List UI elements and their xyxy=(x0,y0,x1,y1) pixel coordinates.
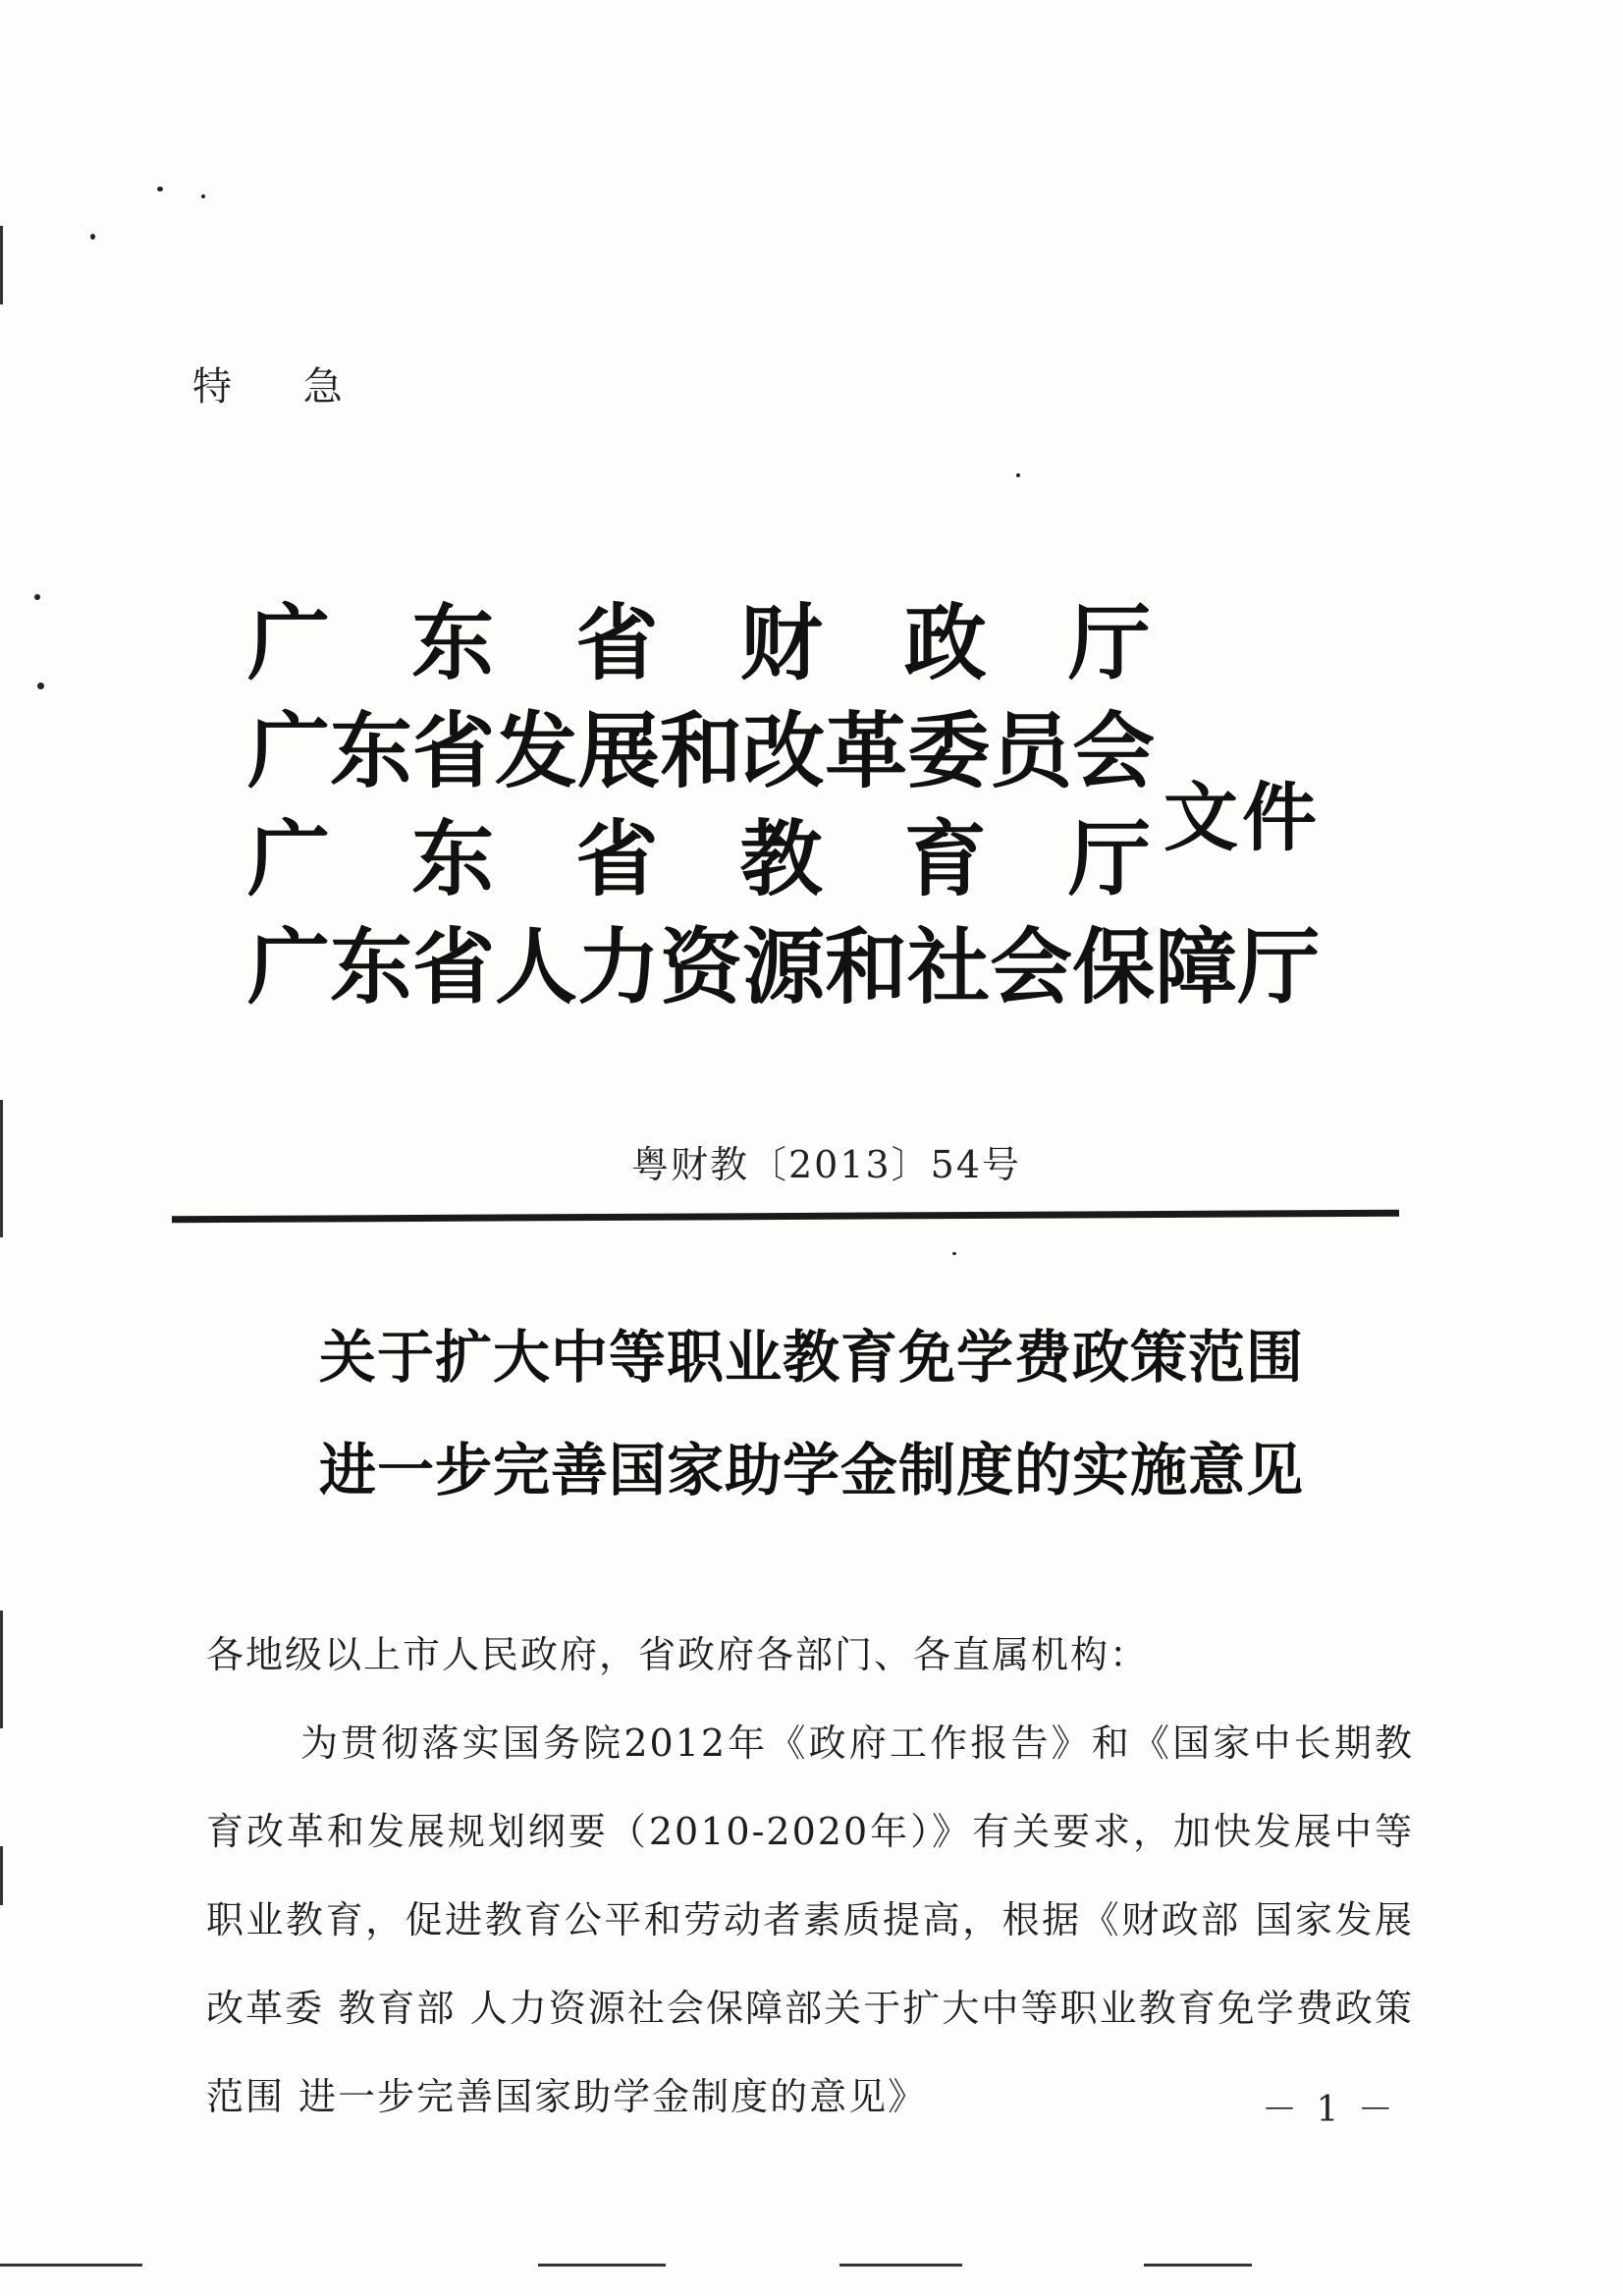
issuer-char: 会 xyxy=(1072,702,1156,799)
issuer-char: 政 xyxy=(903,594,987,691)
issuer-char: 省 xyxy=(412,918,496,1015)
scan-speck xyxy=(952,1252,956,1255)
issuer-char: 展 xyxy=(577,702,661,799)
issuer-finance-dept xyxy=(247,589,1151,697)
issuer-char: 委 xyxy=(907,702,991,799)
issuer-char: 东 xyxy=(411,594,495,691)
scan-edge xyxy=(0,1846,3,1905)
issuer-char: 革 xyxy=(825,702,908,799)
issuer-char: 员 xyxy=(990,702,1073,799)
document-title-line-1: 关于扩大中等职业教育免学费政策范围 xyxy=(318,1324,1304,1391)
issuer-char: 资 xyxy=(660,918,743,1015)
issuer-char: 改 xyxy=(742,702,826,799)
scan-speck xyxy=(90,234,95,240)
document-body xyxy=(206,1611,1414,2141)
issuer-char: 财 xyxy=(739,594,823,691)
issuer-char: 会 xyxy=(990,918,1073,1015)
issuer-char: 人 xyxy=(495,918,578,1015)
issuer-char: 教 xyxy=(739,810,823,907)
issuer-char: 省 xyxy=(575,594,659,691)
issuer-char: 社 xyxy=(907,918,991,1015)
scan-bottom-edge xyxy=(839,2264,962,2267)
urgency-label: 特 急 xyxy=(192,364,372,410)
scan-speck xyxy=(157,187,163,191)
issuer-char: 厅 xyxy=(1067,594,1151,691)
page-number: － 1 － xyxy=(1262,2090,1397,2130)
scan-edge xyxy=(0,226,3,304)
scan-speck xyxy=(34,594,40,600)
issuer-char: 和 xyxy=(825,918,908,1015)
issuer-char: 源 xyxy=(742,918,826,1015)
issuer-char: 育 xyxy=(903,810,987,907)
document-title-line-2: 进一步完善国家助学金制度的实施意见 xyxy=(318,1437,1304,1503)
document-number: 粤财教〔2013〕54号 xyxy=(630,1143,1022,1186)
issuer-char: 发 xyxy=(495,702,578,799)
issuer-char: 省 xyxy=(575,810,659,907)
issuer-char: 东 xyxy=(411,810,495,907)
scan-speck xyxy=(37,683,44,689)
issuer-char: 保 xyxy=(1072,918,1156,1015)
issuer-char: 和 xyxy=(660,702,743,799)
issuer-char: 东 xyxy=(330,918,413,1015)
scan-speck xyxy=(1016,473,1020,477)
issuer-char: 力 xyxy=(577,918,661,1015)
issuer-char: 障 xyxy=(1155,918,1238,1015)
scan-bottom-edge xyxy=(538,2264,666,2267)
issuer-development-reform-commission xyxy=(247,697,1156,805)
issuer-char: 厅 xyxy=(1237,918,1321,1015)
salutation: 各地级以上市人民政府，省政府各部门、各直属机构： xyxy=(206,1633,1150,1676)
issuer-char: 厅 xyxy=(1067,810,1151,907)
scan-bottom-edge xyxy=(0,2264,142,2267)
scan-edge xyxy=(0,1611,3,1728)
issuer-char: 广 xyxy=(247,810,331,907)
issuer-char: 省 xyxy=(412,702,496,799)
header-divider xyxy=(172,1210,1399,1224)
scan-bottom-edge xyxy=(1144,2264,1252,2267)
issuer-char: 广 xyxy=(247,594,331,691)
document-type-label: 文件 xyxy=(1163,774,1321,861)
issuer-char: 广 xyxy=(247,918,331,1015)
body-paragraph: 为贯彻落实国务院2012年《政府工作报告》和《国家中长期教育改革和发展规划纲要（2010-2020年）》有关要求，加快发展中等职业教育，促进教育公平和劳动者素质提高，根据《财政部 国家发展改革委 教育部 人力资源社会保障部关于扩大中等职业教育免学费政策范围 进一步完善国家助学金制度的意见》 xyxy=(206,1722,1414,2118)
scan-speck xyxy=(201,194,205,198)
issuer-human-resources-dept xyxy=(247,913,1321,1021)
issuer-char: 东 xyxy=(330,702,413,799)
issuer-education-dept xyxy=(247,805,1151,913)
issuer-char: 广 xyxy=(247,702,331,799)
